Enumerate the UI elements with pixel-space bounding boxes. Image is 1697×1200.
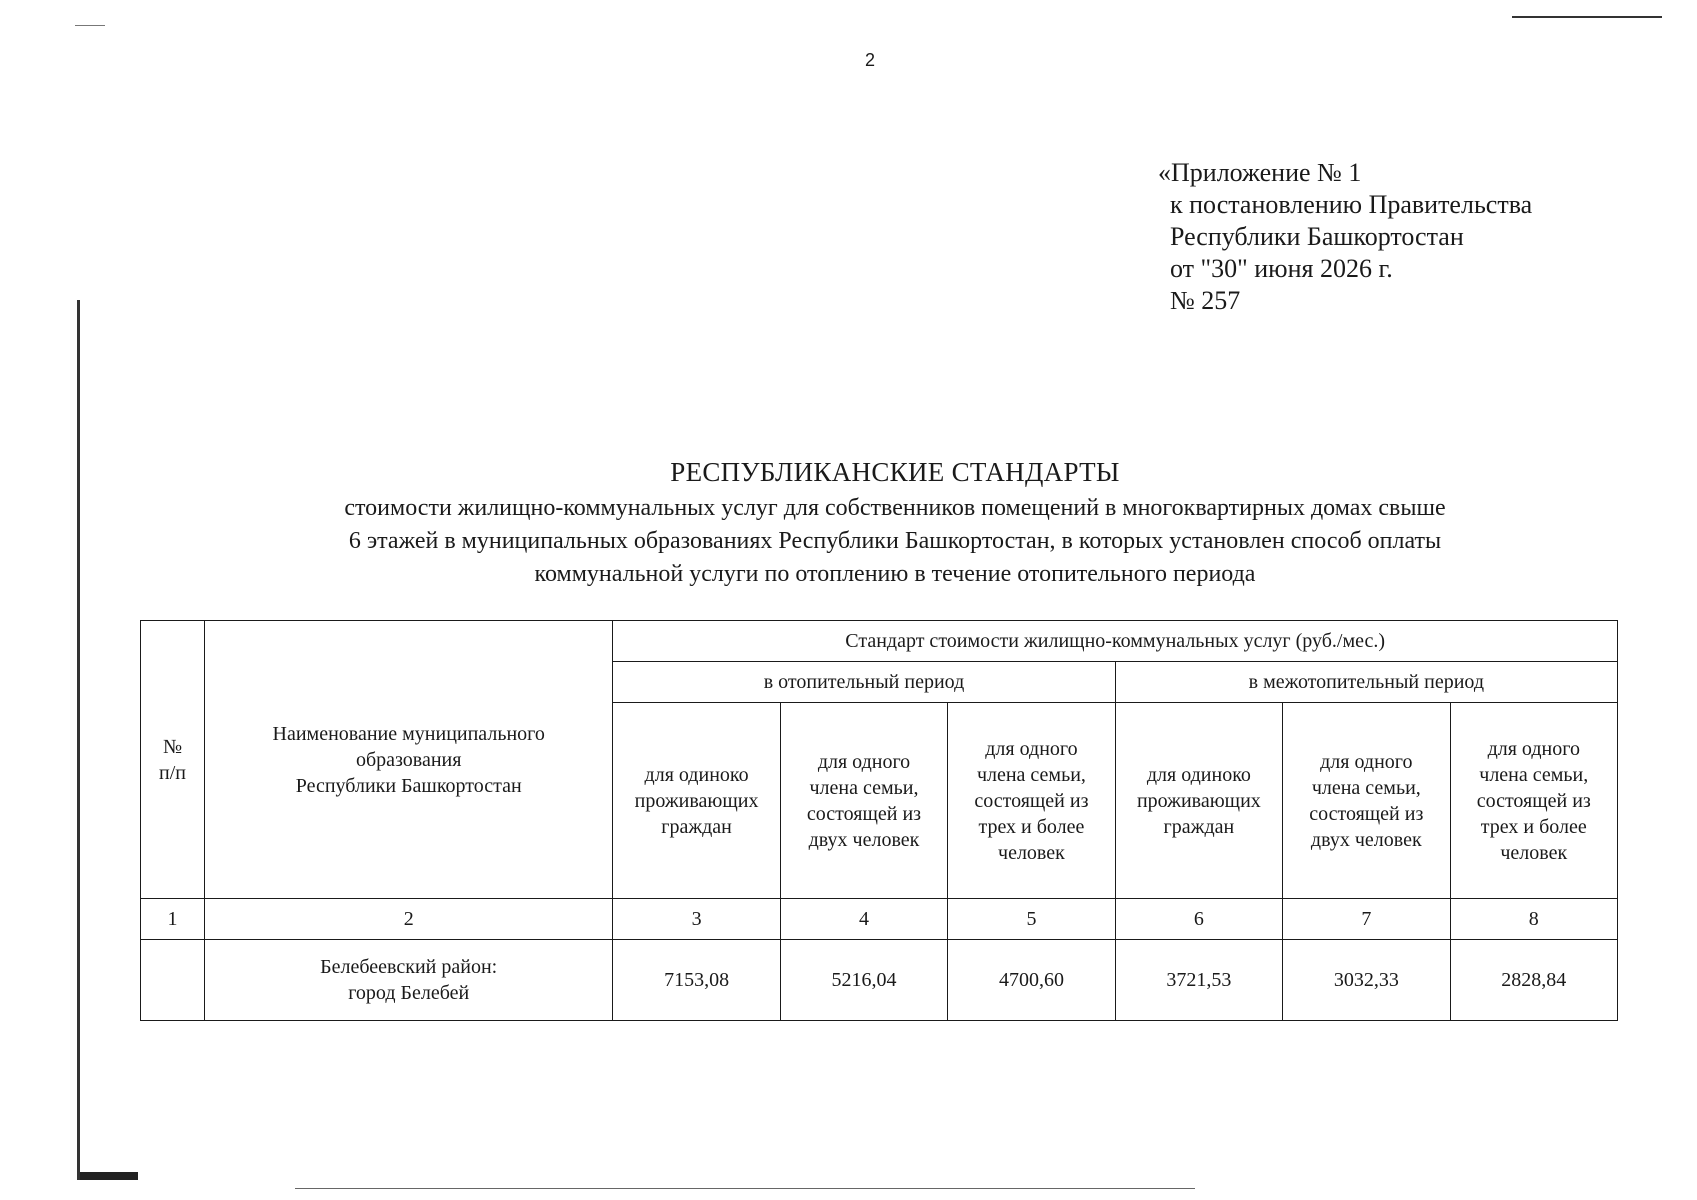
column-number: 6 (1115, 899, 1282, 940)
header-text-line: № (162, 735, 183, 758)
header-text-line: члена семьи, (809, 776, 919, 799)
column-number: 5 (948, 899, 1115, 940)
header-standard: Стандарт стоимости жилищно-коммунальных услуг (руб./мес.) (613, 621, 1618, 662)
header-category (948, 703, 1115, 899)
header-text-line: граждан (1163, 815, 1235, 838)
header-text-line: трех и более (978, 815, 1085, 838)
scan-edge-bottom (295, 1188, 1195, 1189)
header-text-line: человек (1500, 841, 1568, 864)
subtitle-line: 6 этажей в муниципальных образованиях Республики Башкортостан, в которых установлен способ оплаты (348, 528, 1442, 554)
header-text-line: состоящей из (1476, 789, 1591, 812)
header-text-line: для одиноко (644, 763, 749, 786)
header-text-line: Белебеевский район: (320, 956, 498, 978)
value-cell: 3721,53 (1115, 940, 1282, 1021)
appendix-line: Республики Башкортостан (1170, 222, 1464, 251)
header-text-line: члена семьи, (1311, 776, 1421, 799)
appendix-line: к постановлению Правительства (1170, 190, 1533, 219)
column-number: 2 (205, 899, 613, 940)
column-number: 1 (141, 899, 205, 940)
value-cell: 7153,08 (613, 940, 780, 1021)
header-text-line: Наименование муниципального (272, 722, 545, 745)
header-text-line: двух человек (1310, 828, 1422, 851)
appendix-line: «Приложение № 1 (1158, 158, 1362, 187)
header-text-line: состоящей из (806, 802, 922, 825)
header-text-line: для одного (817, 750, 911, 773)
header-text-line: двух человек (808, 828, 920, 851)
subtitle (150, 492, 1640, 591)
row-number (141, 940, 205, 1021)
column-number: 3 (613, 899, 780, 940)
column-number: 4 (780, 899, 947, 940)
header-text-line: проживающих (634, 789, 759, 812)
document-title (150, 455, 1640, 591)
header-text-line: п/п (159, 761, 187, 784)
header-category (1450, 703, 1617, 899)
scan-edge-left (77, 300, 80, 1180)
header-text-line: для одного (1487, 737, 1580, 760)
header-category (613, 703, 780, 899)
scan-edge-top-left (75, 25, 105, 26)
header-heating-period: в отопительный период (613, 662, 1115, 703)
subtitle-line: стоимости жилищно-коммунальных услуг для собственников помещений в многоквартирных домах свыше (344, 495, 1446, 521)
header-text-line: для одного (1320, 750, 1413, 773)
scan-edge-corner (80, 1172, 138, 1180)
column-number: 8 (1450, 899, 1617, 940)
header-text-line: Республики Башкортостан (295, 774, 522, 797)
header-category (1283, 703, 1450, 899)
value-cell: 5216,04 (780, 940, 947, 1021)
page-number: 2 (864, 50, 875, 70)
header-text-line: граждан (661, 815, 732, 838)
value-cell: 2828,84 (1450, 940, 1617, 1021)
header-text-line: для одного (985, 737, 1078, 760)
subtitle-line: коммунальной услуги по отоплению в течение отопительного периода (534, 561, 1256, 587)
municipality-name (205, 940, 613, 1021)
header-text-line: трех и более (1480, 815, 1587, 838)
header-interheating-period: в межотопительный период (1115, 662, 1617, 703)
header-text-line: человек (998, 841, 1065, 864)
header-text-line: проживающих (1136, 789, 1261, 812)
appendix-line: № 257 (1170, 286, 1241, 315)
standards-table (140, 620, 1618, 1021)
table-row (141, 940, 1618, 1021)
value-cell: 4700,60 (948, 940, 1115, 1021)
appendix-line: от "30" июня 2026 г. (1170, 254, 1393, 283)
header-text-line: состоящей из (974, 789, 1089, 812)
header-text-line: для одиноко (1146, 763, 1251, 786)
main-title: РЕСПУБЛИКАНСКИЕ СТАНДАРТЫ (670, 457, 1120, 487)
header-category (1115, 703, 1282, 899)
appendix-block (1158, 157, 1532, 317)
scan-edge-top-right (1512, 16, 1662, 18)
header-text-line: образования (355, 748, 462, 771)
header-text-line: члена семьи, (1479, 763, 1589, 786)
header-text-line: город Белебей (348, 982, 470, 1004)
header-text-line: состоящей из (1309, 802, 1424, 825)
header-municipality (205, 621, 613, 899)
header-category (780, 703, 947, 899)
header-text-line: члена семьи, (976, 763, 1086, 786)
column-number: 7 (1283, 899, 1450, 940)
value-cell: 3032,33 (1283, 940, 1450, 1021)
header-number (141, 621, 205, 899)
